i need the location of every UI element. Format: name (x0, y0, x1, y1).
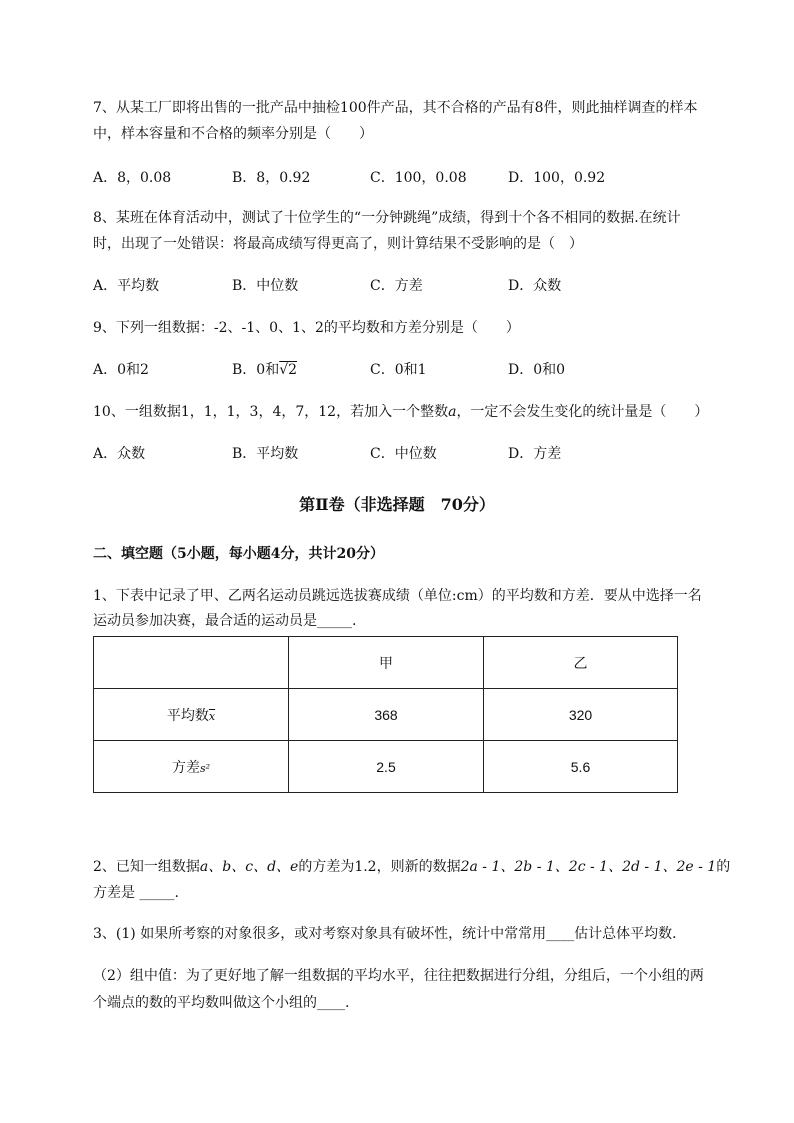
q10-option-d[interactable]: D．方差 (508, 446, 562, 462)
f2-vars: a、b、c、d、e (199, 859, 299, 875)
q9-option-b-text: B．0和 (232, 362, 280, 378)
row-label-variance (94, 741, 289, 793)
f1-text-line2 (93, 611, 356, 631)
table-header-yi: 乙 (484, 637, 678, 689)
variance-label-text: 方差 (171, 759, 200, 776)
f2-expr: 2a - 1、2b - 1、2c - 1、2d - 1、2e - 1 (460, 859, 717, 875)
q10-text-line1 (93, 402, 708, 422)
q8-options (93, 276, 713, 296)
mean-label-text: 平均数 (166, 707, 209, 724)
row-label-mean (94, 689, 289, 741)
q10-options (93, 444, 713, 464)
fill-blank-heading: 二、填空题（5小题，每小题4分，共计20分） (93, 546, 384, 562)
q9-option-c[interactable]: C．0和1 (370, 362, 427, 378)
f2-text-pre: 2、已知一组数据 (93, 859, 200, 875)
q10-var-a: a (448, 404, 457, 420)
q7-text-line2: 中，样本容量和不合格的频率分别是（ ） (93, 126, 373, 142)
variance-yi-value: 5.6 (484, 741, 678, 793)
q7-option-d[interactable]: D．100，0.92 (508, 170, 606, 186)
f3-text-line3: 个端点的数的平均数叫做这个小组的____. (93, 995, 350, 1011)
f1-text-line1: 1、下表中记录了甲、乙两名运动员跳远选拔赛成绩（单位:cm）的平均数和方差．要从中选择一名 (93, 588, 702, 604)
q10-option-b[interactable]: B．平均数 (232, 446, 299, 462)
f3-text-line2: （2）组中值：为了更好地了解一组数据的平均水平，往往把数据进行分组，分组后，一个小组的两 (93, 968, 704, 984)
q7-text-line1: 7、从某工厂即将出售的一批产品中抽检100件产品，其不合格的产品有8件，则此抽样调查的样本 (93, 100, 698, 116)
q7-option-a[interactable]: A．8，0.08 (93, 170, 172, 186)
q10-text-post: ，一定不会发生变化的统计量是（ ） (456, 404, 709, 420)
f1-blank: _____ (317, 613, 352, 629)
q7-option-b[interactable]: B．8，0.92 (232, 170, 311, 186)
q8-option-c[interactable]: C．方差 (370, 278, 423, 294)
q9-option-a[interactable]: A．0和2 (93, 362, 149, 378)
f2-text-mid: 的方差为1.2，则新的数据 (298, 859, 461, 875)
f1-text-post: . (352, 613, 357, 629)
q9-option-d[interactable]: D．0和0 (508, 362, 566, 378)
q9-options (93, 360, 713, 380)
q7-options (93, 168, 713, 188)
f2-text-post: 的 (716, 859, 731, 875)
mean-yi-value: 320 (484, 689, 678, 741)
q9-text-line1: 9、下列一组数据：-2、-1、0、1、2的平均数和方差分别是（ ） (93, 320, 520, 336)
q10-option-a[interactable]: A．众数 (93, 446, 146, 462)
q10-text-pre: 10、一组数据1，1，1，3，4，7，12，若加入一个整数 (93, 404, 449, 420)
q8-text-line2: 时，出现了一处错误：将最高成绩写得更高了，则计算结果不受影响的是（ ） (93, 236, 583, 252)
mean-jia-value: 368 (289, 689, 484, 741)
table-row (94, 741, 678, 793)
sqrt-two: √2 (279, 362, 298, 378)
q8-option-b[interactable]: B．中位数 (232, 278, 299, 294)
table-row (94, 689, 678, 741)
q8-option-d[interactable]: D．众数 (508, 278, 562, 294)
q10-option-c[interactable]: C．中位数 (370, 446, 437, 462)
f3-text-line1: 3、(1) 如果所考察的对象很多，或对考察对象具有破坏性，统计中常常用____估计总体平均数． (93, 926, 687, 942)
q9-option-b[interactable] (232, 360, 297, 380)
f2-text-line1 (93, 857, 730, 877)
section2-title: 第Ⅱ卷（非选择题 70分） (299, 495, 495, 514)
f1-text-pre: 运动员参加决赛，最合适的运动员是 (93, 613, 317, 629)
table-header-empty (94, 637, 289, 689)
table-header-row (94, 637, 678, 689)
q7-option-c[interactable]: C．100，0.08 (370, 170, 467, 186)
variance-symbol: s² (199, 761, 211, 775)
q8-option-a[interactable]: A．平均数 (93, 278, 160, 294)
q8-text-line1: 8、某班在体育活动中，测试了十位学生的“一分钟跳绳”成绩，得到十个各不相同的数据.在统计 (93, 210, 681, 226)
score-table (93, 636, 678, 793)
mean-symbol: $\overline{x}$ (208, 709, 216, 723)
f2-text-line2: 方差是 _____. (93, 885, 179, 901)
table-header-jia: 甲 (289, 637, 484, 689)
variance-jia-value: 2.5 (289, 741, 484, 793)
